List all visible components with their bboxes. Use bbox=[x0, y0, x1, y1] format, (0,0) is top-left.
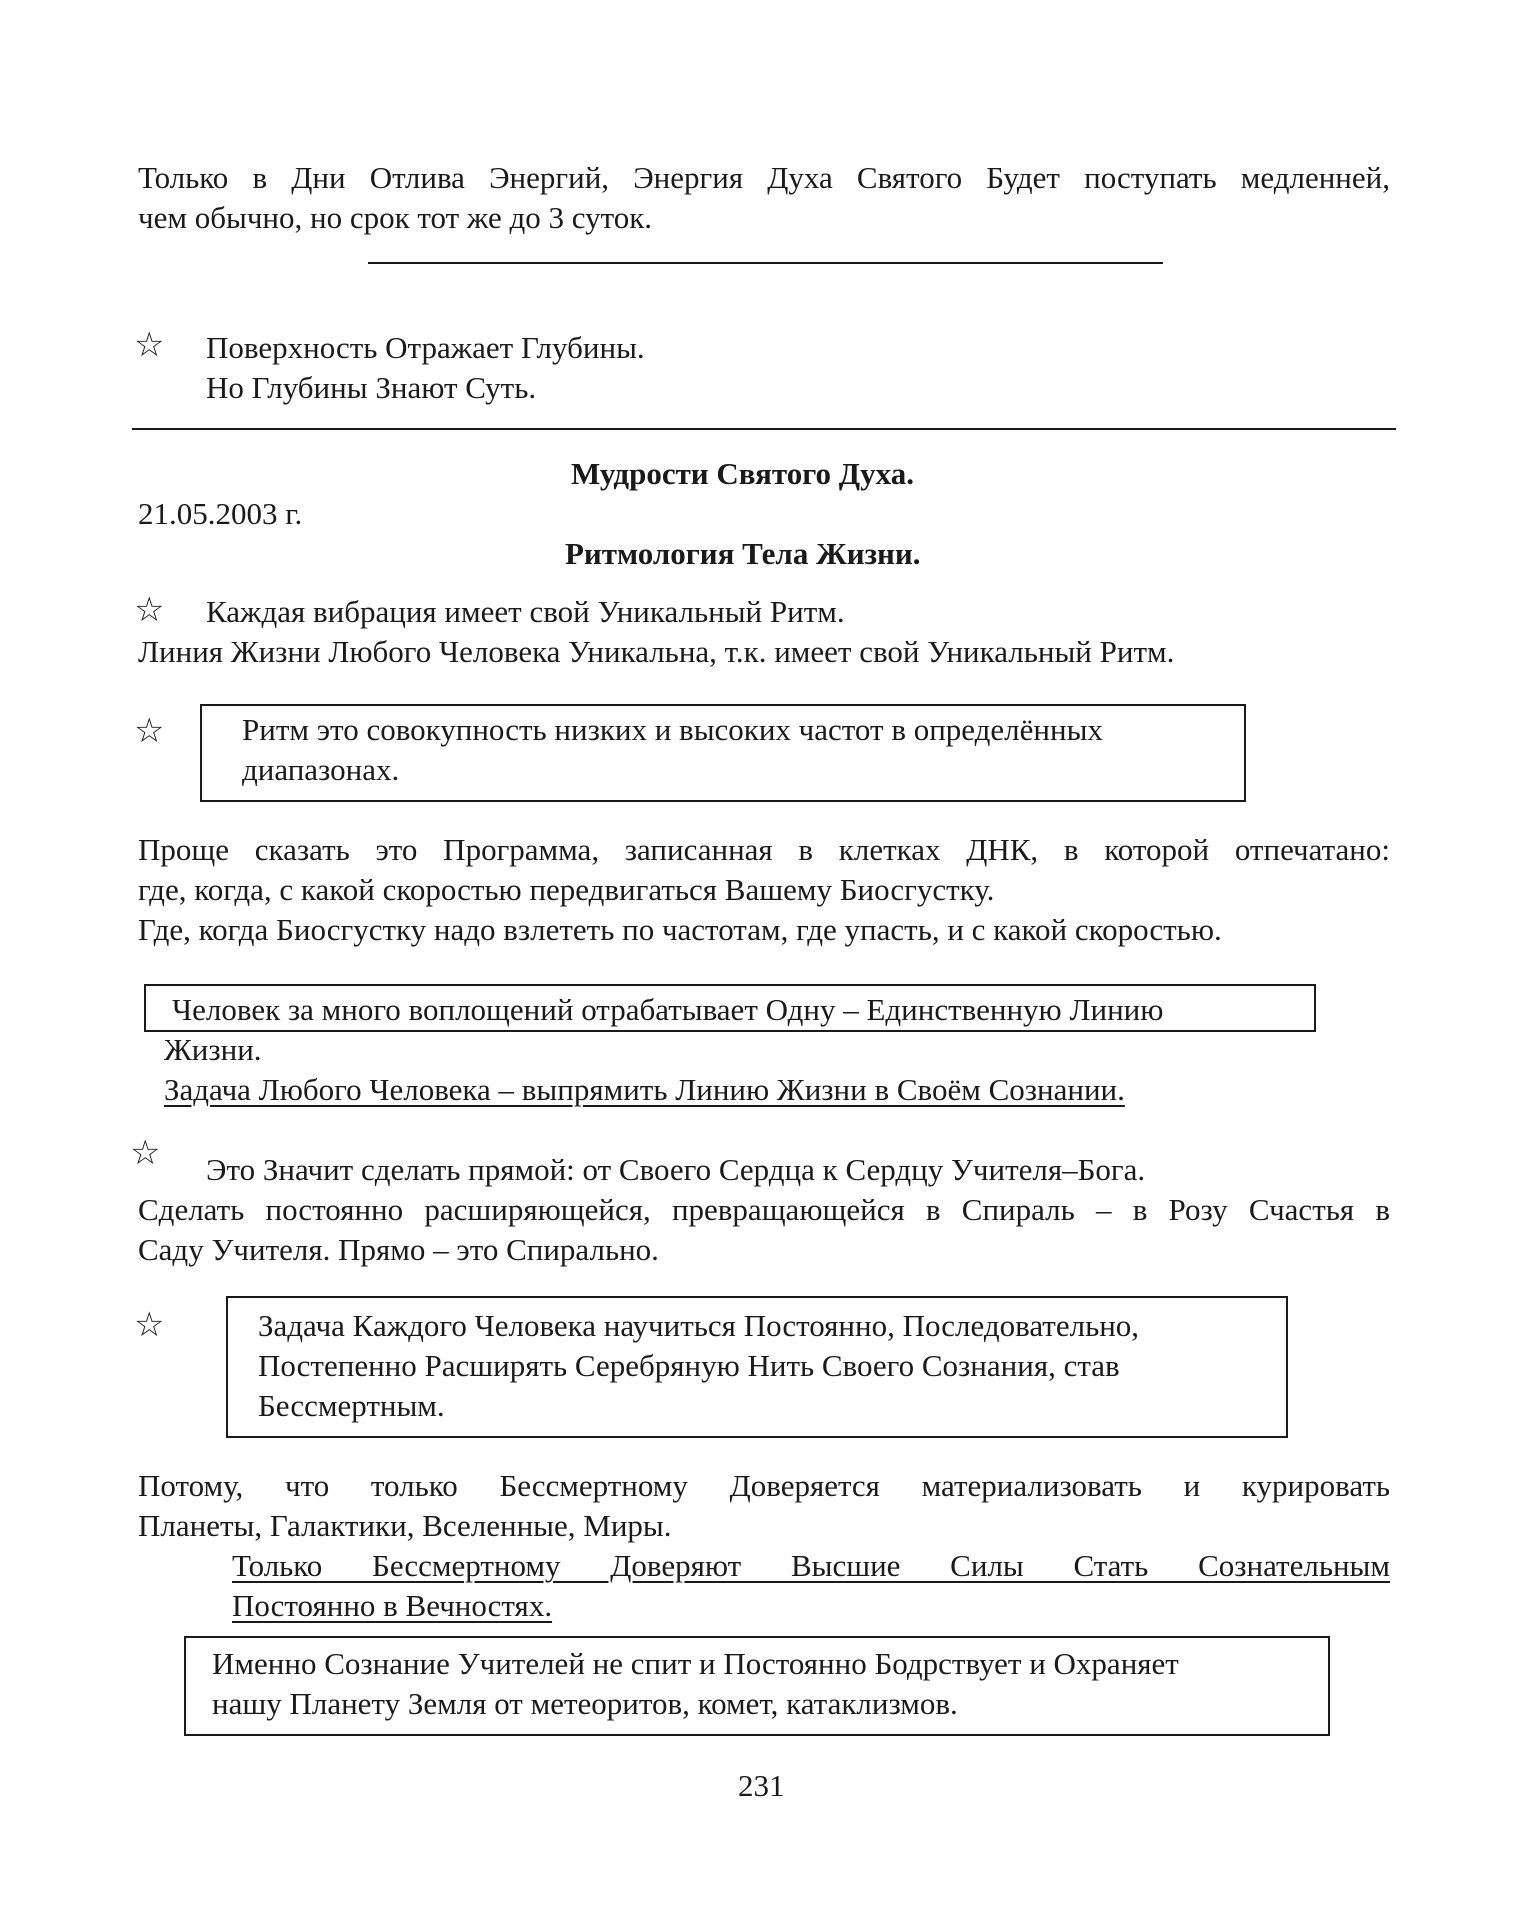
p1-line-2: Линия Жизни Любого Человека Уникальна, т.к. имеет свой Уникальный Ритм. bbox=[138, 634, 1175, 669]
p5-line-3: Только Бессмертному Доверяют Высшие Силы Стать Сознательным bbox=[232, 1548, 1390, 1583]
intro-line-2: чем обычно, но срок тот же до 3 суток. bbox=[138, 200, 653, 235]
aphorism-line-2: Но Глубины Знают Суть. bbox=[206, 370, 537, 405]
star-icon: ☆ bbox=[130, 1135, 161, 1172]
star-icon: ☆ bbox=[134, 592, 165, 629]
p4-line-2: Сделать постоянно расширяющейся, превращающейся в Спираль – в Розу Счастья в bbox=[138, 1192, 1390, 1227]
entry-date: 21.05.2003 г. bbox=[138, 496, 303, 531]
p2-line-2: где, когда, с какой скоростью передвигаться Вашему Биосгустку. bbox=[138, 872, 995, 907]
p1-line-1: Каждая вибрация имеет свой Уникальный Ритм. bbox=[206, 594, 845, 629]
full-divider bbox=[132, 428, 1396, 430]
highlight-box-3 bbox=[184, 1636, 1330, 1736]
box2-line-3: Бессмертным. bbox=[258, 1388, 445, 1423]
section-subtitle: Ритмология Тела Жизни. bbox=[565, 536, 921, 571]
p3-line-3: Задача Любого Человека – выпрямить Линию Жизни в Своём Сознании. bbox=[164, 1072, 1125, 1107]
p5-line-4: Постоянно в Вечностях. bbox=[232, 1588, 553, 1623]
short-divider bbox=[368, 262, 1163, 264]
p4-line-1: Это Значит сделать прямой: от Своего Сердца к Сердцу Учителя–Бога. bbox=[206, 1152, 1146, 1187]
star-icon: ☆ bbox=[134, 713, 165, 750]
p5-line-1: Потому, что только Бессмертному Доверяется материализовать и курировать bbox=[138, 1468, 1390, 1503]
p5-line-2: Планеты, Галактики, Вселенные, Миры. bbox=[138, 1508, 672, 1543]
p3-line-1: Человек за много воплощений отрабатывает Одну – Единственную Линию bbox=[172, 992, 1164, 1027]
box1-line-2: диапазонах. bbox=[242, 752, 400, 787]
page-number: 231 bbox=[738, 1768, 785, 1803]
highlight-box-2 bbox=[226, 1296, 1288, 1438]
star-icon: ☆ bbox=[134, 1307, 165, 1344]
box2-line-1: Задача Каждого Человека научиться Постоянно, Последовательно, bbox=[258, 1308, 1140, 1343]
box2-line-2: Постепенно Расширять Серебряную Нить Своего Сознания, став bbox=[258, 1348, 1120, 1383]
p2-line-3: Где, когда Биосгустку надо взлететь по частотам, где упасть, и с какой скоростью. bbox=[138, 912, 1222, 947]
box3-line-1: Именно Сознание Учителей не спит и Постоянно Бодрствует и Охраняет bbox=[212, 1646, 1179, 1681]
section-title: Мудрости Святого Духа. bbox=[571, 456, 914, 491]
p3-line-2: Жизни. bbox=[164, 1032, 262, 1067]
p2-line-1: Проще сказать это Программа, записанная в клетках ДНК, в которой отпечатано: bbox=[138, 832, 1390, 867]
p4-line-3: Саду Учителя. Прямо – это Спирально. bbox=[138, 1232, 659, 1267]
highlight-box-1 bbox=[200, 704, 1246, 802]
box3-line-2: нашу Планету Земля от метеоритов, комет, катаклизмов. bbox=[212, 1686, 958, 1721]
aphorism-line-1: Поверхность Отражает Глубины. bbox=[206, 330, 645, 365]
intro-line-1: Только в Дни Отлива Энергий, Энергия Духа Святого Будет поступать медленней, bbox=[138, 160, 1390, 195]
star-icon: ☆ bbox=[134, 327, 165, 364]
box1-line-1: Ритм это совокупность низких и высоких частот в определённых bbox=[242, 712, 1103, 747]
